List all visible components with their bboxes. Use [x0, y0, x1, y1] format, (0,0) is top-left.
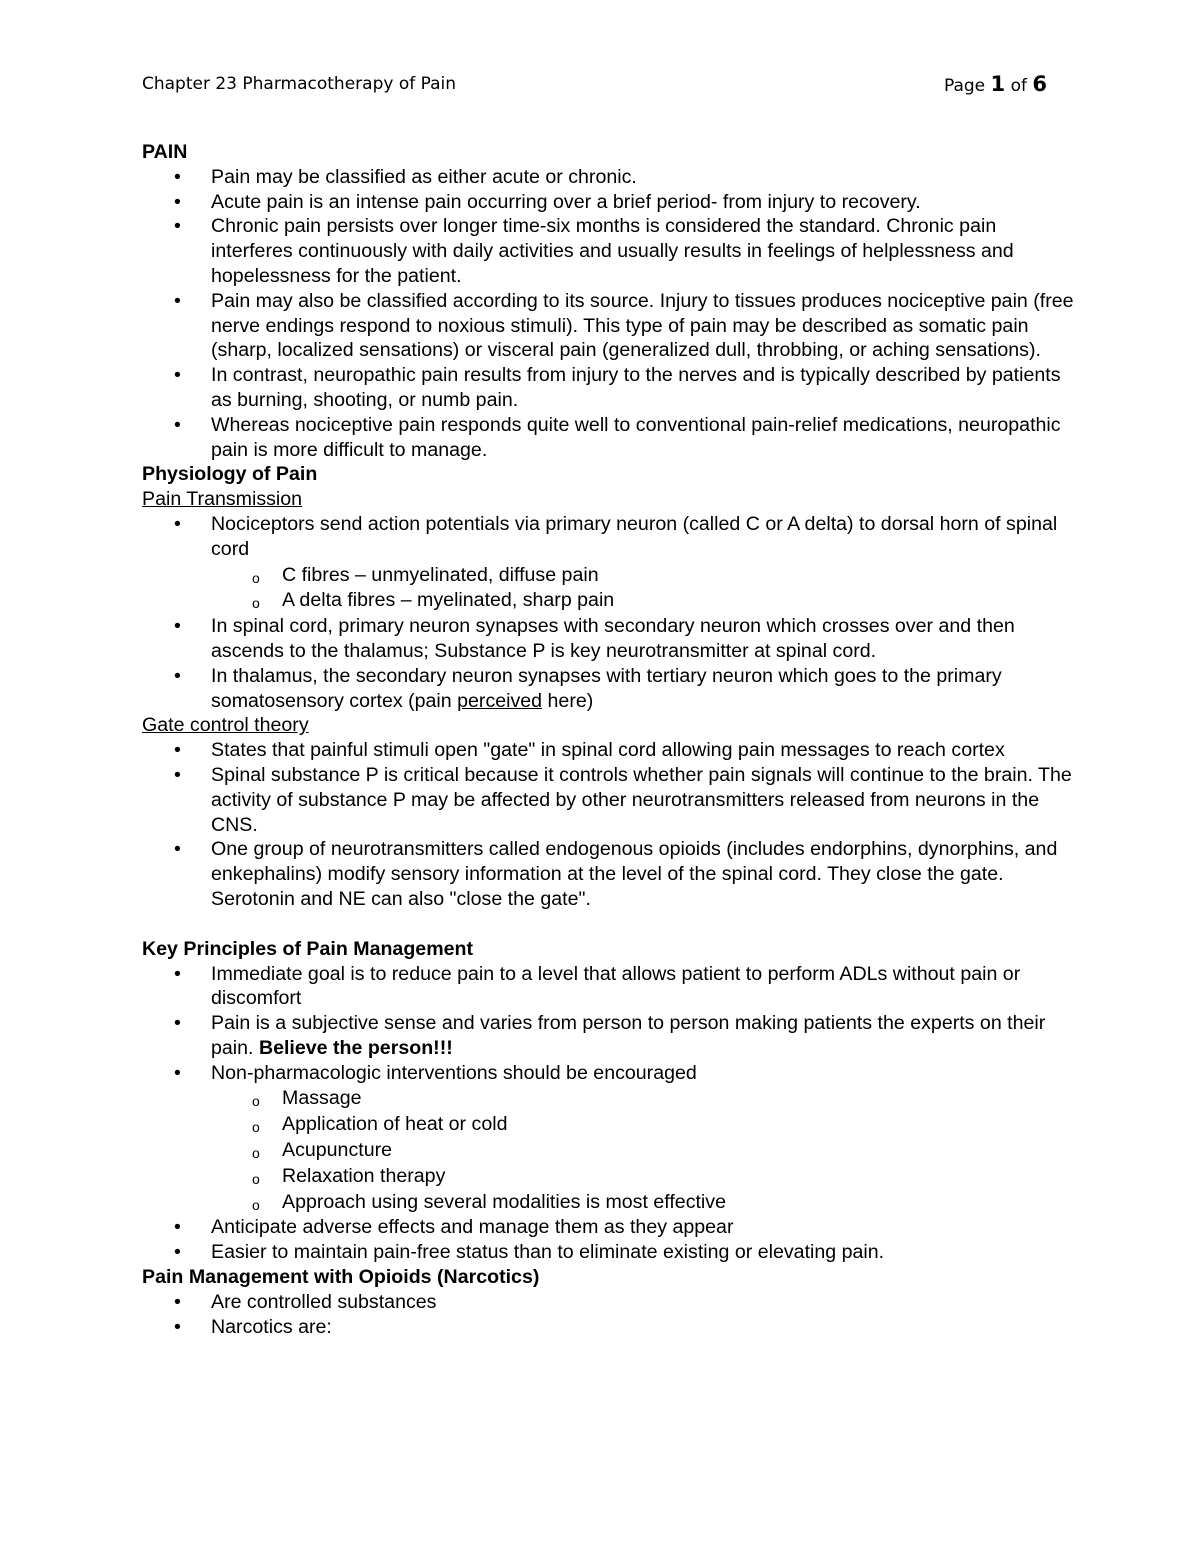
- list-item: • Chronic pain persists over longer time-six months is considered the standard. Chronic pain interferes continuously with daily activities and usually results in feelings of helplessness and hopelessness for the patient.: [211, 214, 1077, 288]
- opioids-list: [142, 1290, 1077, 1340]
- principles-list: [142, 962, 1077, 1266]
- page-header: [142, 72, 1047, 100]
- chapter-title: Chapter 23 Pharmacotherapy of Pain: [142, 74, 457, 94]
- underlined-word: perceived: [457, 689, 543, 712]
- subheading-pain-transmission: Pain Transmission: [142, 488, 303, 511]
- page-number: [944, 72, 1047, 96]
- fibre-sublist: [211, 563, 1077, 614]
- list-item-text: here): [542, 689, 594, 712]
- list-item: • Narcotics are:: [211, 1315, 1077, 1340]
- section-heading-principles: Key Principles of Pain Management: [142, 937, 474, 960]
- sublist-item: o Acupuncture: [282, 1138, 1077, 1163]
- gate-list: [142, 738, 1077, 912]
- page-word: Page: [943, 76, 986, 96]
- list-item: • Acute pain is an intense pain occurring over a brief period- from injury to recovery.: [211, 190, 1077, 215]
- sublist-item: o Approach using several modalities is most effective: [282, 1190, 1077, 1215]
- subheading-gate-control: Gate control theory: [142, 714, 309, 737]
- list-item: • Immediate goal is to reduce pain to a level that allows patient to perform ADLs without pain or discomfort: [211, 962, 1077, 1012]
- document-body: [142, 140, 1077, 1339]
- blank-line: [142, 912, 1077, 937]
- list-item: [211, 1011, 1077, 1061]
- list-item-text: Nociceptors send action potentials via primary neuron (called C or A delta) to dorsal horn of spinal cord: [211, 512, 1058, 560]
- section-heading-opioids: Pain Management with Opioids (Narcotics): [142, 1266, 540, 1289]
- list-item: • Pain may also be classified according to its source. Injury to tissues produces nociceptive pain (free nerve endings respond to noxious stimuli). This type of pain may be described as somatic pain (sharp, localized sensations) or visceral pain (generalized dull, throbbing, or aching sensations).: [211, 289, 1077, 363]
- list-item: • Anticipate adverse effects and manage them as they appear: [211, 1215, 1077, 1240]
- sublist-item: o C fibres – unmyelinated, diffuse pain: [282, 563, 1077, 588]
- sublist-item: o Relaxation therapy: [282, 1164, 1077, 1189]
- list-item: • Easier to maintain pain-free status than to eliminate existing or elevating pain.: [211, 1240, 1077, 1265]
- list-item-text: Pain is a subjective sense and varies from person to person making patients the experts on their pain.: [211, 1012, 1046, 1059]
- list-item: [211, 664, 1077, 714]
- page-current: 1: [990, 72, 1006, 96]
- list-item: • Whereas nociceptive pain responds quite well to conventional pain-relief medications, neuropathic pain is more difficult to manage.: [211, 413, 1077, 463]
- transmission-list: [142, 512, 1077, 713]
- list-item-text: In thalamus, the secondary neuron synapses with tertiary neuron which goes to the primary somatosensory cortex (pain: [211, 664, 1002, 712]
- list-item-text: Non-pharmacologic interventions should be encouraged: [211, 1061, 697, 1084]
- list-item: • Spinal substance P is critical because it controls whether pain signals will continue to the brain. The activity of substance P may be affected by other neurotransmitters released from neurons in the CNS.: [211, 763, 1077, 837]
- section-heading-physiology: Physiology of Pain: [142, 463, 318, 486]
- sublist-item: o Application of heat or cold: [282, 1112, 1077, 1137]
- list-item: [211, 512, 1077, 613]
- page-of: of: [1010, 76, 1027, 96]
- list-item: • In contrast, neuropathic pain results from injury to the nerves and is typically described by patients as burning, shooting, or numb pain.: [211, 363, 1077, 413]
- section-heading-pain: PAIN: [142, 141, 188, 163]
- list-item: • Are controlled substances: [211, 1290, 1077, 1315]
- page-total: 6: [1032, 72, 1047, 96]
- pain-list: [142, 165, 1077, 463]
- emphasis-text: Believe the person!!!: [258, 1036, 453, 1059]
- interventions-sublist: [211, 1086, 1077, 1214]
- list-item: • States that painful stimuli open "gate" in spinal cord allowing pain messages to reach cortex: [211, 738, 1077, 763]
- list-item: [211, 1061, 1077, 1215]
- list-item: • One group of neurotransmitters called endogenous opioids (includes endorphins, dynorphins, and enkephalins) modify sensory information at the level of the spinal cord. They close the gate. Serotonin and NE can also "close the gate".: [211, 837, 1077, 911]
- list-item: • In spinal cord, primary neuron synapses with secondary neuron which crosses over and then ascends to the thalamus; Substance P is key neurotransmitter at spinal cord.: [211, 614, 1077, 664]
- list-item: • Pain may be classified as either acute or chronic.: [211, 165, 1077, 190]
- sublist-item: o Massage: [282, 1086, 1077, 1111]
- sublist-item: o A delta fibres – myelinated, sharp pain: [282, 588, 1077, 613]
